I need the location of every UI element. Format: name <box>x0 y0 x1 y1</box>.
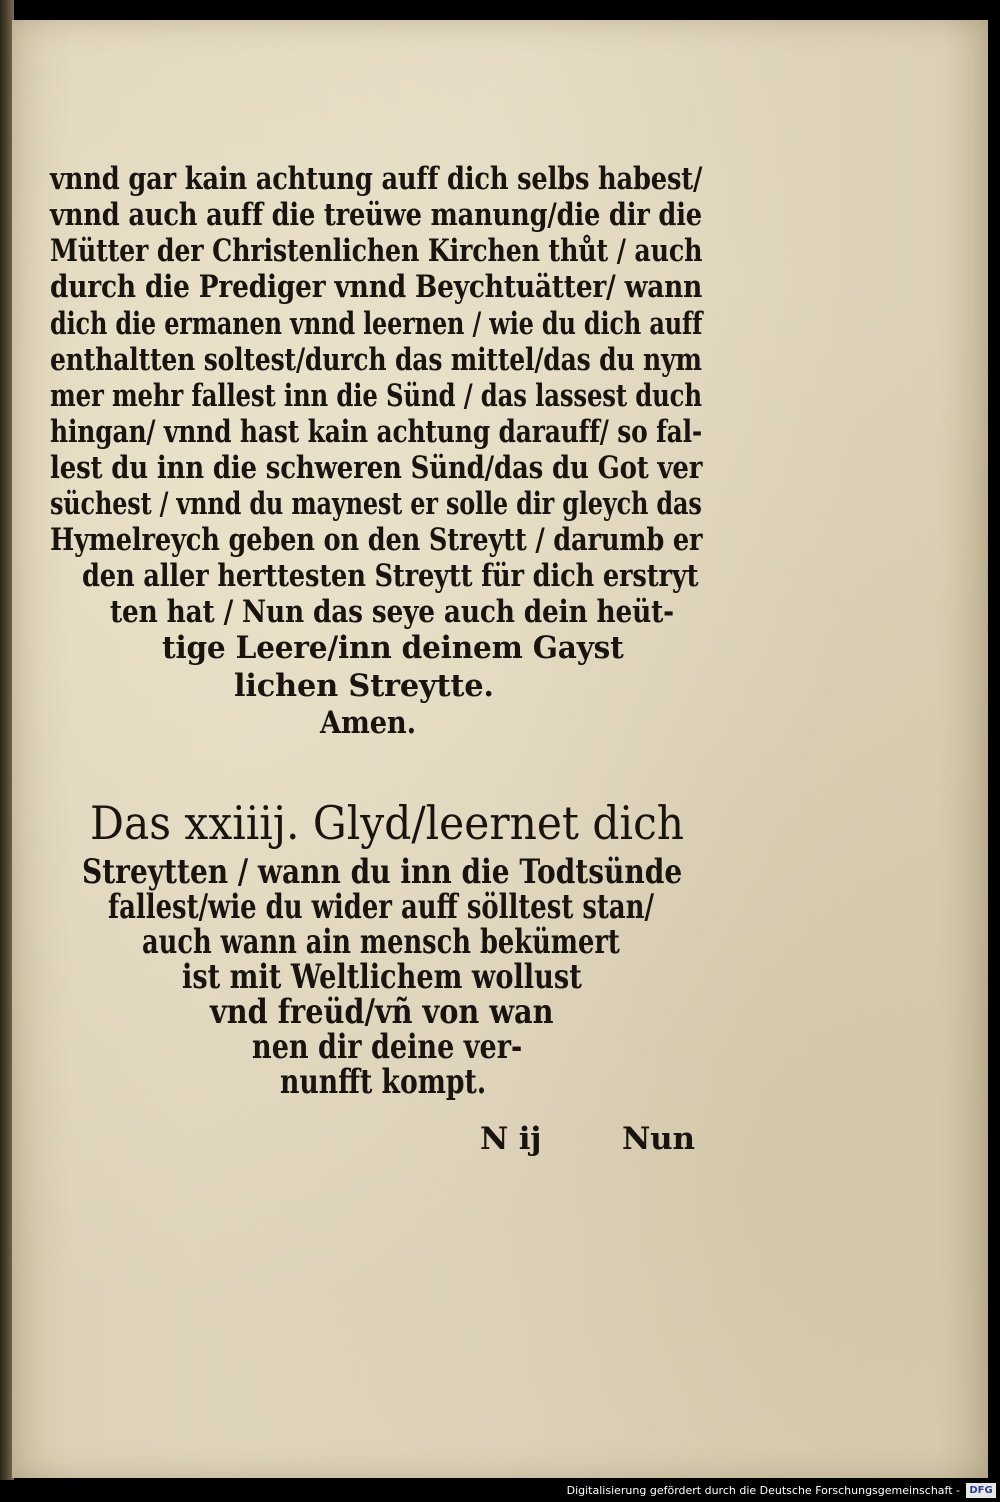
body-line-13: ten hat / Nun das seye auch dein heüt- <box>110 594 674 630</box>
heading-line-6: vnd freüd/vñ von wan <box>210 992 554 1032</box>
body-line-9: lest du inn die schweren Sünd/das du Got ver <box>50 450 703 486</box>
heading-line-8: nunfft kompt. <box>280 1062 487 1102</box>
signature-mark: N ij <box>480 1121 542 1157</box>
book-page <box>12 20 988 1478</box>
funding-notice: Digitalisierung gefördert durch die Deutsche Forschungsgemeinschaft - <box>566 1484 960 1497</box>
heading-line-7: nen dir deine ver- <box>252 1027 523 1067</box>
body-line-16: Amen. <box>320 705 416 741</box>
body-line-7: mer mehr fallest inn die Sünd / das lassest duch <box>50 378 702 414</box>
heading-line-1: Das xxiiij. Glyd/leernet dich <box>90 796 685 850</box>
body-line-4: durch die Prediger vnnd Beychtuätter/ wann <box>50 269 703 305</box>
body-line-1: vnnd gar kain achtung auff dich selbs habest/ <box>50 161 703 197</box>
body-line-6: enthaltten soltest/durch das mittel/das du nym <box>50 342 702 378</box>
body-line-14: tige Leere/inn deinem Gayst <box>162 630 624 666</box>
heading-line-3: fallest/wie du wider auff sölltest stan/ <box>108 887 654 927</box>
body-line-2: vnnd auch auff die treüwe manung/die dir die <box>50 197 702 233</box>
dfg-logo: DFG <box>966 1483 996 1498</box>
body-line-10: süchest / vnnd du maynest er solle dir gleych das <box>50 486 702 522</box>
body-line-5: dich die ermanen vnnd leernen / wie du dich auff <box>50 306 703 342</box>
heading-line-5: ist mit Weltlichem wollust <box>182 957 582 997</box>
body-line-8: hingan/ vnnd hast kain achtung darauff/ so fal- <box>50 414 703 450</box>
catchword: Nun <box>622 1121 695 1157</box>
heading-line-4: auch wann ain mensch bekümert <box>142 922 620 962</box>
body-line-3: Mütter der Christenlichen Kirchen thůt / auch <box>50 233 703 269</box>
body-line-11: Hymelreych geben on den Streytt / darumb er <box>50 522 703 558</box>
heading-line-2: Streytten / wann du inn die Todtsünde <box>82 852 683 892</box>
footer-bar <box>0 1480 1000 1502</box>
body-line-15: lichen Streytte. <box>234 668 494 704</box>
body-line-12: den aller herttesten Streytt für dich erstryt <box>82 558 699 594</box>
